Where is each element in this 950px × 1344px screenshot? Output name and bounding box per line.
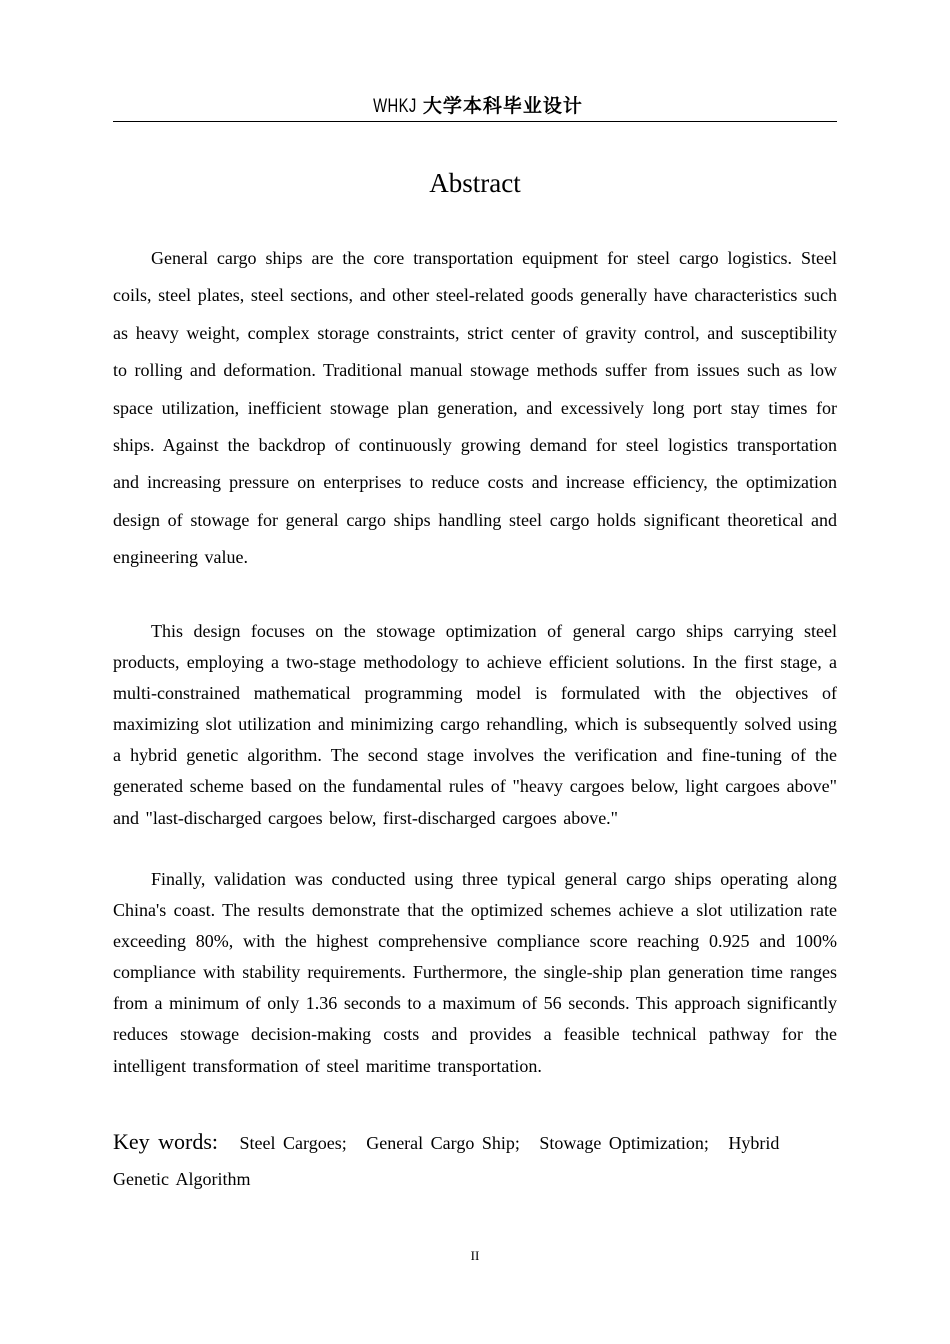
keywords-line [113,1124,837,1197]
header-document-type: 大学本科毕业设计 [422,95,583,117]
page-title: Abstract [429,168,521,198]
keyword-item: Steel Cargoes; [239,1133,347,1153]
abstract-paragraph-3 [113,864,837,1082]
paragraph-text: Finally, validation was conducted using three typical general cargo ships operating along China's coast. The results demonstrate that the optimized schemes achieve a slot utilization rate exceeding 80%, with the highest comprehensive compliance score reaching 0.925 and 100% compliance with stability requirements. Furthermore, the single-ship plan generation time ranges from a minimum of only 1.36 seconds to a maximum of 56 seconds. This approach significantly reduces stowage decision-making costs and provides a feasible technical pathway for the intelligent transformation of steel maritime transportation. [113,869,837,1076]
paragraph-text: General cargo ships are the core transportation equipment for steel cargo logistics. Steel coils, steel plates, steel sections, and other steel-related goods generally have characteristics such as heavy weight, complex storage constraints, strict center of gravity control, and susceptibility to rolling and deformation. Traditional manual stowage methods suffer from issues such as low space utilization, inefficient stowage plan generation, and excessively long port stay times for ships. Against the backdrop of continuously growing demand for steel logistics transportation and increasing pressure on enterprises to reduce costs and increase efficiency, the optimization design of stowage for general cargo ships handling steel cargo holds significant theoretical and engineering value. [113,248,837,568]
paragraph-text: This design focuses on the stowage optimization of general cargo ships carrying steel products, employing a two-stage methodology to achieve efficient solutions. In the first stage, a multi-constrained mathematical programming model is formulated with the objectives of maximizing slot utilization and minimizing cargo rehandling, which is subsequently solved using a hybrid genetic algorithm. The second stage involves the verification and fine-tuning of the generated scheme based on the fundamental rules of "heavy cargoes below, light cargoes above" and "last-discharged cargoes below, first-discharged cargoes above." [113,621,837,828]
keywords-label: Key words: [113,1129,219,1154]
running-header [113,92,837,122]
abstract-paragraph-1 [113,240,837,577]
keyword-item: Stowage Optimization; [539,1133,709,1153]
abstract-paragraph-2 [113,616,837,834]
header-school-code: WHKJ [373,96,417,117]
page-number: II [470,1248,480,1263]
keyword-item: Hybrid Genetic Algorithm [113,1133,780,1189]
keyword-item: General Cargo Ship; [366,1133,520,1153]
